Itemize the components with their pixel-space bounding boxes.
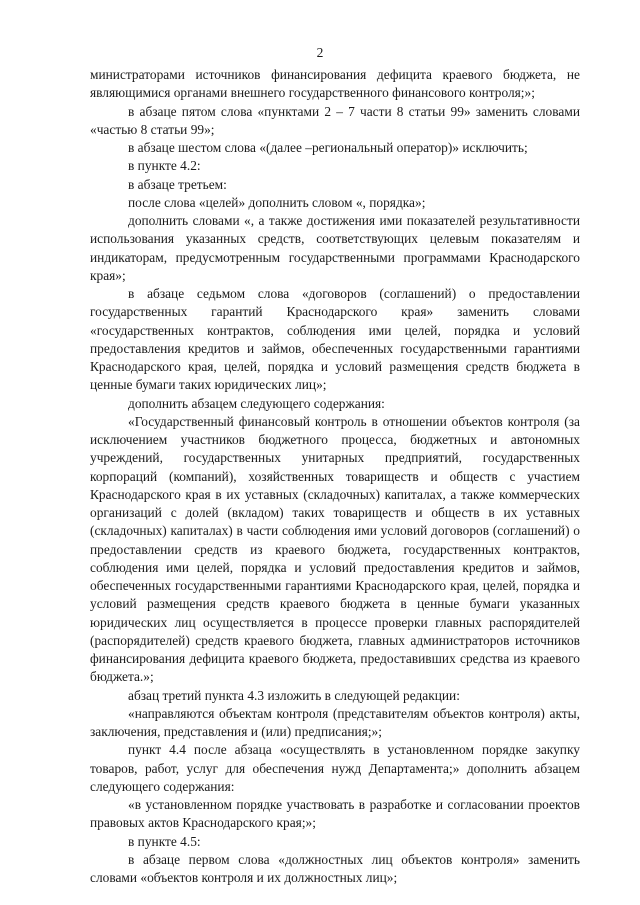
paragraph: дополнить словами «, а также достижения ими показателей результативности использования указанных средств, соответствующих целевым показателям и индикаторам, предусмотренным государственными программами Краснодарского края»; (90, 213, 580, 283)
paragraph: министраторами источников финансирования дефицита краевого бюджета, не являющимися органами внешнего государственного финансового контроля;»; (90, 67, 580, 101)
paragraph: «в установленном порядке участвовать в разработке и согласовании проектов правовых актов Краснодарского края;»; (90, 797, 580, 831)
paragraph: в абзаце третьем: (128, 176, 227, 192)
paragraph: дополнить абзацем следующего содержания: (128, 395, 385, 411)
paragraph: абзац третий пункта 4.3 изложить в следующей редакции: (128, 687, 460, 703)
paragraph: в абзаце первом слова «должностных лиц объектов контроля» заменить словами «объектов контроля и их должностных лиц»; (90, 851, 580, 885)
paragraph: в абзаце седьмом слова «договоров (соглашений) о предоставлении государственных гарантий Краснодарского края» заменить словами «государственных контрактов, соблюдения ими целей, порядка и условий предоставления кредитов и займов, обеспеченных государственными гарантиями Краснодарского края, целей, порядка и условий размещения средств бюджета в ценные бумаги таких юридических лиц»; (90, 286, 580, 393)
paragraph: после слова «целей» дополнить словом «, порядка»; (128, 194, 426, 210)
paragraph: пункт 4.4 после абзаца «осуществлять в установленном порядке закупку товаров, работ, услуг для обеспечения нужд Департамента;» дополнить абзацем следующего содержания: (90, 742, 580, 794)
paragraph: в абзаце шестом слова «(далее –региональный оператор)» исключить; (128, 140, 528, 155)
paragraph: «направляются объектам контроля (представителям объектов контроля) акты, заключения, представления и (или) предписания;»; (90, 705, 580, 739)
page-number: 2 (316, 45, 324, 60)
paragraph: в пункте 4.2: (128, 158, 201, 174)
paragraph: в абзаце пятом слова «пунктами 2 – 7 части 8 статьи 99» заменить словами «частью 8 статьи 99»; (90, 103, 580, 137)
paragraph: в пункте 4.5: (128, 833, 201, 849)
document-body (90, 66, 580, 887)
paragraph: «Государственный финансовый контроль в отношении объектов контроля (за исключением участников бюджетного процесса, бюджетных и автономных учреждений, государственных унитарных предприятий, государственных корпораций (компаний), хозяйственных товариществ и обществ с участием Краснодарского края в их уставных (складочных) капиталах, а также коммерческих организаций с долей (вкладом) таких товариществ и обществ в их уставных (складочных) капиталах) в части соблюдения ими условий договоров (соглашений) о предоставлении средств из краевого бюджета, государственных контрактов, соблюдения ими целей, порядка и условий предоставления кредитов и займов, обеспеченных государственными гарантиями Краснодарского края, целей, порядка и условий размещения средств краевого бюджета в ценные бумаги указанных юридических лиц осуществляется в процессе проверки главных распорядителей (распорядителей) средств краевого бюджета, главных администраторов источников финансирования дефицита краевого бюджета, предоставивших средства из краевого бюджета.»; (90, 413, 580, 685)
